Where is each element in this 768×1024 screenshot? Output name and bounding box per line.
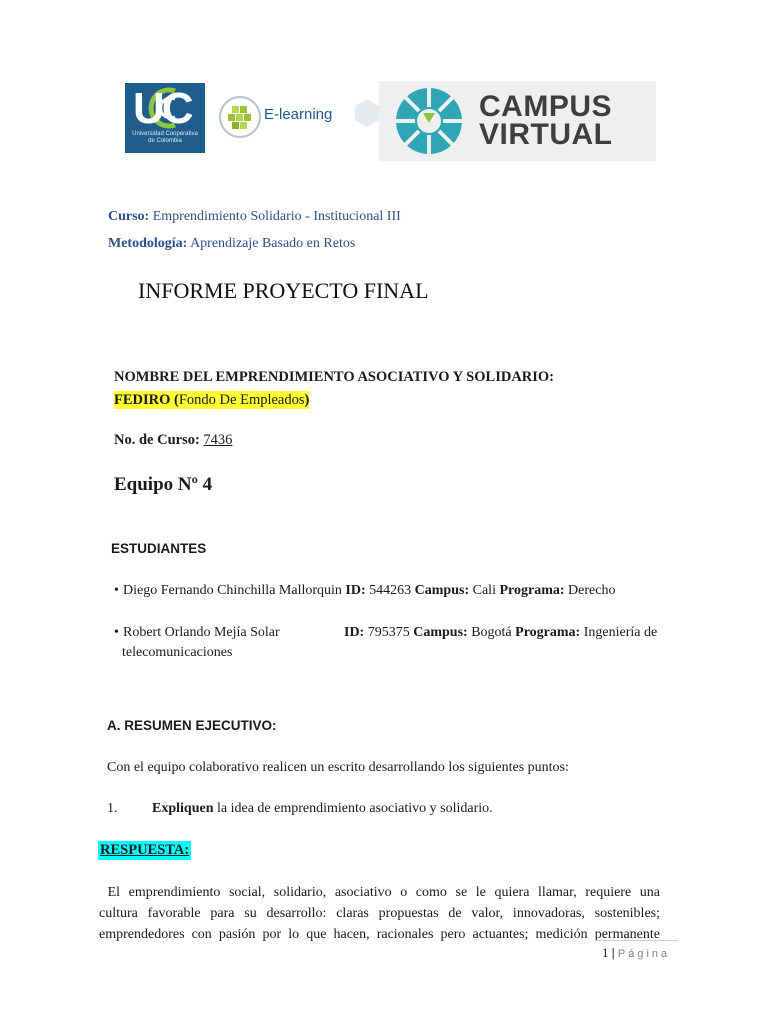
methodology-line [108, 236, 355, 252]
elearning-logo [218, 92, 378, 142]
student-row [114, 625, 280, 641]
student-name: Diego Fernando Chinchilla Mallorquin [123, 583, 342, 598]
venture-name-detail: Fondo De Empleados [178, 392, 305, 408]
student-program: Derecho [568, 583, 616, 598]
students-heading: ESTUDIANTES [111, 541, 207, 556]
student-id: 795375 [367, 625, 410, 640]
page-footer [602, 945, 670, 961]
elearning-logo-text: E-learning [264, 106, 333, 123]
course-number-line [114, 432, 232, 449]
instructions-text: Con el equipo colaborativo realicen un escrito desarrollando los siguientes puntos: [107, 760, 569, 775]
item-bold-verb: Expliquen [152, 801, 214, 816]
paragraph-line: El emprendimiento social, solidario, asociativo o como se le quiera llamar, requiere una [99, 885, 660, 900]
page-separator: | [611, 945, 615, 960]
elearning-cube-icon [218, 94, 262, 140]
hexagon-decoration-icon [354, 98, 380, 128]
item-number: 1. [107, 801, 118, 816]
campus-virtual-line1: CAMPUS [479, 90, 613, 123]
course-label: Curso: [108, 209, 150, 224]
document-title: INFORME PROYECTO FINAL [138, 278, 429, 303]
ucc-logo-caption: Universidad Cooperativa de Colombia [132, 131, 198, 144]
venture-name-bold: FEDIRO ( [114, 392, 179, 408]
methodology-value: Aprendizaje Basado en Retos [190, 236, 356, 251]
student-name: Robert Orlando Mejía Solar [123, 625, 280, 640]
campus-virtual-line2: VIRTUAL [479, 118, 613, 151]
student-campus: Bogotá [471, 625, 512, 640]
ucc-logo [125, 83, 205, 153]
answer-paragraph [99, 882, 660, 945]
course-number-label: No. de Curso: [114, 432, 200, 448]
student-campus-label: Campus: [413, 625, 468, 640]
page-number: 1 [602, 945, 609, 960]
student-row [114, 583, 615, 599]
course-line [108, 209, 401, 225]
team-heading: Equipo Nº 4 [114, 474, 213, 495]
student-id-label: ID: [345, 583, 366, 598]
page-label: Página [617, 948, 671, 960]
campus-virtual-star-icon [389, 81, 469, 161]
answer-heading: RESPUESTA: [100, 842, 190, 858]
numbered-item [107, 801, 493, 817]
student-id-label: ID: [344, 625, 365, 640]
venture-name [114, 391, 309, 409]
ucc-logo-letters: UC [133, 84, 191, 133]
student-program: Ingeniería de [583, 625, 658, 640]
paragraph-line: cultura favorable para su desarrollo: claras propuestas de valor, innovadoras, sostenibles; [99, 906, 660, 921]
student-program-label: Programa: [515, 625, 581, 640]
bullet: • [114, 583, 119, 598]
student-campus: Cali [472, 583, 496, 598]
venture-name-close: ) [304, 392, 310, 408]
paragraph-line: emprendedores con pasión por lo que hacen, racionales pero actuantes; medición permanente [99, 927, 660, 942]
student-program-continued: telecomunicaciones [122, 645, 233, 660]
student-campus-label: Campus: [414, 583, 470, 598]
student-details [344, 625, 657, 641]
item-text: la idea de emprendimiento asociativo y solidario. [213, 801, 493, 816]
footer-divider [595, 940, 678, 941]
section-a-heading: A. RESUMEN EJECUTIVO: [107, 718, 277, 733]
bullet: • [114, 625, 119, 640]
student-id: 544263 [369, 583, 412, 598]
student-program-label: Programa: [499, 583, 565, 598]
course-value: Emprendimiento Solidario - Institucional III [152, 209, 401, 224]
campus-virtual-logo [379, 81, 656, 161]
methodology-label: Metodología: [108, 236, 188, 251]
venture-name-label: NOMBRE DEL EMPRENDIMIENTO ASOCIATIVO Y SOLIDARIO: [114, 369, 555, 385]
course-number-value: 7436 [203, 432, 233, 448]
